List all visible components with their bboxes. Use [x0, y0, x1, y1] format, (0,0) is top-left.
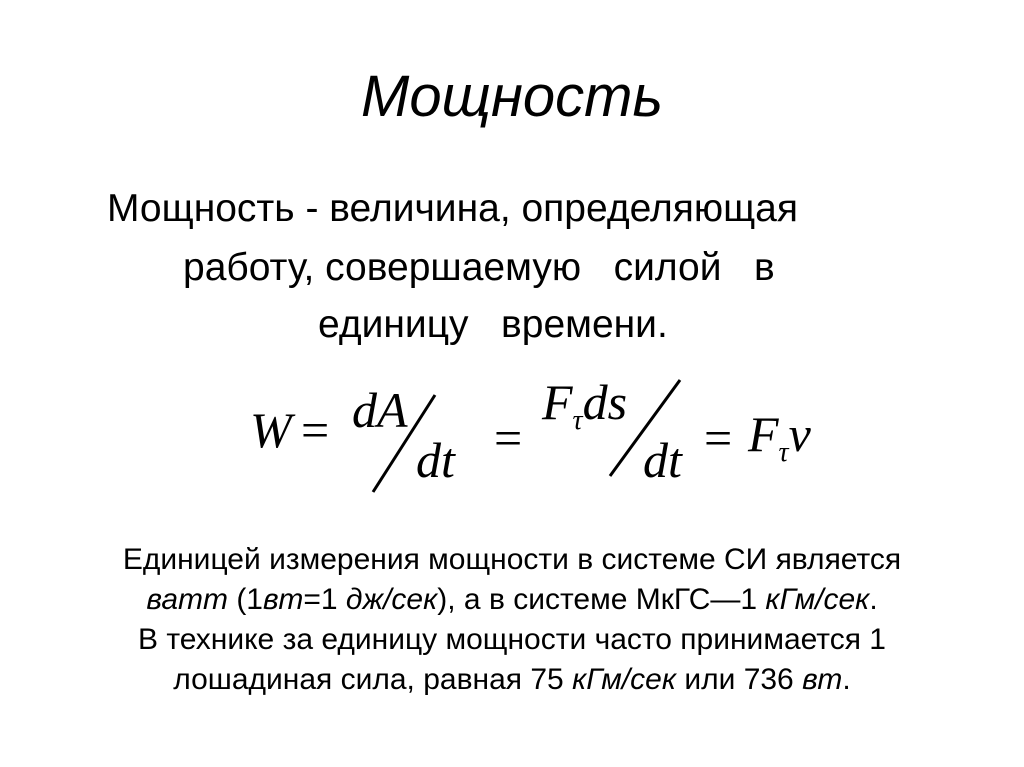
slide-title: Мощность [361, 64, 663, 129]
formula-dt-1: dt [416, 432, 455, 488]
formula-dt-2: dt [643, 432, 682, 488]
units-line-4: лошадиная сила, равная 75 кГм/сек или 736 вт. [173, 663, 851, 696]
definition-line-1: Мощность - величина, определяющая [107, 187, 798, 230]
formula-W: W [250, 402, 292, 458]
formula-equals-2: = [494, 410, 523, 466]
units-line-1: Единицей измерения мощности в системе СИ является [122, 543, 902, 576]
formula-equals-3: = [704, 410, 733, 466]
definition-line-2: работу, совершаемую силой в [183, 246, 775, 289]
formula-F-tau-v: $F_\tau v$ [748, 406, 811, 468]
units-paragraph [0, 540, 1024, 700]
units-line-3: В технике за единицу мощности часто принимается 1 [138, 623, 886, 656]
units-line-2: ватт (1вт=1 дж/сек), а в системе МкГС—1 кГм/сек. [146, 583, 878, 616]
formula-F-tau-ds: $F_\tau ds$ [542, 374, 628, 436]
definition-line-3: единицу времени. [318, 303, 668, 346]
power-formula [0, 370, 1024, 500]
formula-dA: dA [352, 382, 408, 438]
formula-equals-1: = [301, 402, 330, 458]
